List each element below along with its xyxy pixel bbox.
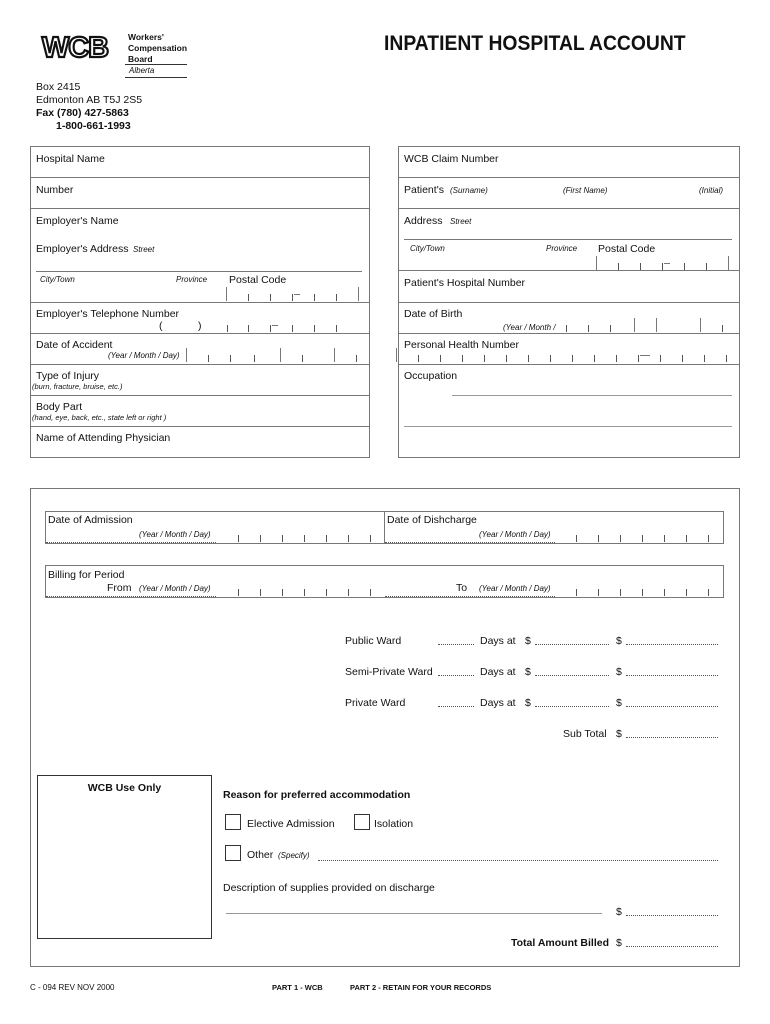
- from-label: From: [107, 582, 132, 594]
- postal-code-label-right: Postal Code: [598, 243, 656, 255]
- province-label: Alberta: [129, 66, 155, 75]
- org-name: Workers' Compensation Board: [128, 32, 188, 64]
- wcb-address: Box 2415 Edmonton AB T5J 2S5 Fax (780) 427-5863 1-800-661-1993: [36, 81, 143, 132]
- wcb-logo-text: WCB: [41, 32, 109, 62]
- discharge-ymd-hint: (Year / Month / Day): [479, 530, 551, 539]
- to-ymd-hint: (Year / Month / Day): [479, 584, 551, 593]
- date-of-birth-label: Date of Birth: [404, 308, 463, 320]
- isolation-label: Isolation: [374, 818, 414, 830]
- employer-address-label: Employer's Address: [36, 243, 129, 255]
- elective-admission-checkbox[interactable]: [225, 814, 241, 830]
- province-hint-right: Province: [546, 244, 578, 253]
- street-hint-right: Street: [450, 217, 472, 226]
- patients-label: Patient's: [404, 184, 444, 196]
- physician-label: Name of Attending Physician: [36, 432, 171, 444]
- part1-label: PART 1 - WCB: [272, 983, 323, 992]
- province-hint: Province: [176, 275, 208, 284]
- dob-ymd-hint: (Year / Month /: [503, 323, 556, 332]
- occupation-label: Occupation: [404, 370, 458, 382]
- hospital-number-label: Patient's Hospital Number: [404, 277, 526, 289]
- from-ymd-hint: (Year / Month / Day): [139, 584, 211, 593]
- form-code: C - 094 REV NOV 2000: [30, 983, 115, 992]
- billing-period-box: [45, 565, 724, 598]
- first-name-hint: (First Name): [563, 186, 608, 195]
- specify-hint: (Specify): [278, 851, 310, 860]
- address-label: Address: [404, 215, 443, 227]
- surname-hint: (Surname): [450, 186, 488, 195]
- part2-label: PART 2 - RETAIN FOR YOUR RECORDS: [350, 983, 492, 992]
- claim-number-label: WCB Claim Number: [404, 153, 499, 165]
- subtotal-label: Sub Total: [563, 728, 607, 740]
- wcb-use-only-label: WCB Use Only: [87, 782, 162, 794]
- supplies-label: Description of supplies provided on discharge: [223, 882, 435, 894]
- employer-phone-label: Employer's Telephone Number: [36, 308, 180, 320]
- city-town-hint-right: City/Town: [410, 244, 445, 253]
- other-checkbox[interactable]: [225, 845, 241, 861]
- street-hint: Street: [133, 245, 155, 254]
- employer-name-label: Employer's Name: [36, 215, 119, 227]
- body-part-hint: (hand, eye, back, etc., state left or right ): [32, 413, 167, 422]
- admission-ymd-hint: (Year / Month / Day): [139, 530, 211, 539]
- page-title: INPATIENT HOSPITAL ACCOUNT: [384, 32, 686, 55]
- private-ward-label: Private Ward: [345, 697, 406, 709]
- date-admission-label: Date of Admission: [48, 514, 133, 526]
- date-of-accident-label: Date of Accident: [36, 339, 113, 351]
- injury-hint: (burn, fracture, bruise, etc.): [32, 382, 123, 391]
- city-town-hint: City/Town: [40, 275, 75, 284]
- reason-label: Reason for preferred accommodation: [223, 789, 411, 801]
- wcb-logo: [30, 32, 120, 62]
- hospital-name-label: Hospital Name: [36, 153, 105, 165]
- accident-ymd-hint: (Year / Month / Day): [108, 351, 180, 360]
- postal-code-label: Postal Code: [229, 274, 287, 286]
- health-number-label: Personal Health Number: [404, 339, 519, 351]
- private-ward-days: Days at: [480, 697, 516, 709]
- initial-hint: (Initial): [699, 186, 724, 195]
- public-ward-days: Days at: [480, 635, 516, 647]
- to-label: To: [456, 582, 468, 594]
- billing-period-label: Billing for Period: [48, 569, 125, 581]
- date-discharge-label: Date of Dishcharge: [387, 514, 477, 526]
- wcb-use-only-box: [37, 775, 212, 939]
- public-ward-label: Public Ward: [345, 635, 402, 647]
- type-of-injury-label: Type of Injury: [36, 370, 100, 382]
- semi-private-ward-days: Days at: [480, 666, 516, 678]
- total-billed-label: Total Amount Billed: [511, 937, 609, 949]
- semi-private-ward-label: Semi-Private Ward: [345, 666, 433, 678]
- isolation-checkbox[interactable]: [354, 814, 370, 830]
- other-label: Other: [247, 849, 274, 861]
- number-label: Number: [36, 184, 74, 196]
- body-part-label: Body Part: [36, 401, 83, 413]
- elective-admission-label: Elective Admission: [247, 818, 335, 830]
